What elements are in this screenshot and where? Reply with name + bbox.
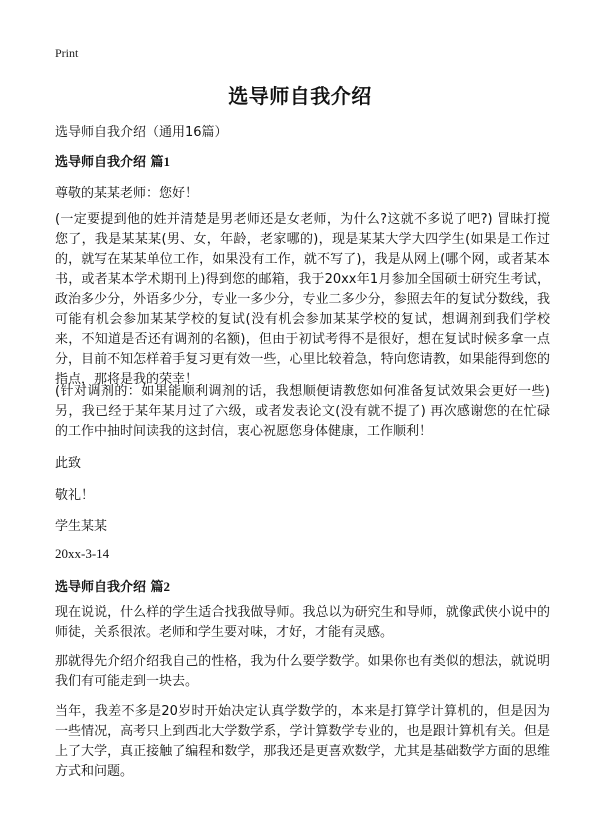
section-1-heading-number: 1 [163,154,171,169]
greeting: 尊敬的某某老师：您好！ [55,186,199,201]
section-1-paragraph-2: (针对调剂的：如果能顺利调剂的话，我想顺便请教您如何准备复试效果会更好一些) 另，我已经于某年某月过了六级，或者发表论文(没有就不提了) 再次感谢您的在忙碌的工作中抽时间读我的这封信，衷心祝愿您身体健康，工作顺利！ [55,384,550,439]
section-2-paragraph-1: 现在说说，什么样的学生适合找我做导师。我总以为研究生和导师，就像武侠小说中的师徒，关系很浓。老师和学生要对味，才好，才能有灵感。 [55,605,550,640]
section-2-heading-number: 2 [163,579,171,594]
document-subtitle: 选导师自我介绍（通用16篇） [55,125,228,140]
section-1-paragraph-1: (一定要提到他的姓并清楚是男老师还是女老师，为什么?这就不多说了吧?) 冒昧打搅您了，我是某某某(男、女，年龄，老家哪的)，现是某某大学大四学生(如果是工作过的，就写在某某单位工作，如果没有工作，就不写了)，我是从网上(哪个网，或者某本书，或者某本学术期刊上)得到您的邮箱，我于20xx年1月参加全国硕士研究生考试，政治多少分，外语多少分，专业一多少分，专业二多少分，参照去年的复试分数线，我可能有机会参加某某学校的复试(没有机会参加某某学校的复试，想调剂到我们学校来，不知道是否还有调剂的名额)，但由于初试考得不是很好，想在复试时候多拿一点分，目前不知怎样着手复习更有效一些，心里比较着急，特向您请教，如果能得到您的指点，那将是我的荣幸！ [55,212,550,387]
section-2-heading-text: 选导师自我介绍 篇 [55,580,164,595]
letter-date: 20xx-3-14 [55,546,110,561]
section-2-heading [55,576,170,595]
section-2-paragraph-2: 那就得先介绍介绍我自己的性格，我为什么要学数学。如果你也有类似的想法，就说明我们有可能走到一块去。 [55,654,550,689]
closing-ci-zhi: 此致 [55,456,82,471]
section-1-heading-text: 选导师自我介绍 篇 [55,155,164,170]
closing-jing-li: 敬礼！ [55,488,95,503]
page-title: 选导师自我介绍 [228,84,372,108]
section-2-paragraph-3: 当年，我差不多是20岁时开始决定认真学数学的，本来是打算学计算机的，但是因为一些情况，高考只上到西北大学数学系，学计算数学专业的，也是跟计算机有关。但是上了大学，真正接触了编程和数学，那我还是更喜欢数学，尤其是基础数学方面的思维方式和问题。 [55,704,550,779]
print-link[interactable]: Print [55,46,79,60]
signature: 学生某某 [55,519,108,534]
section-1-heading [55,151,170,170]
